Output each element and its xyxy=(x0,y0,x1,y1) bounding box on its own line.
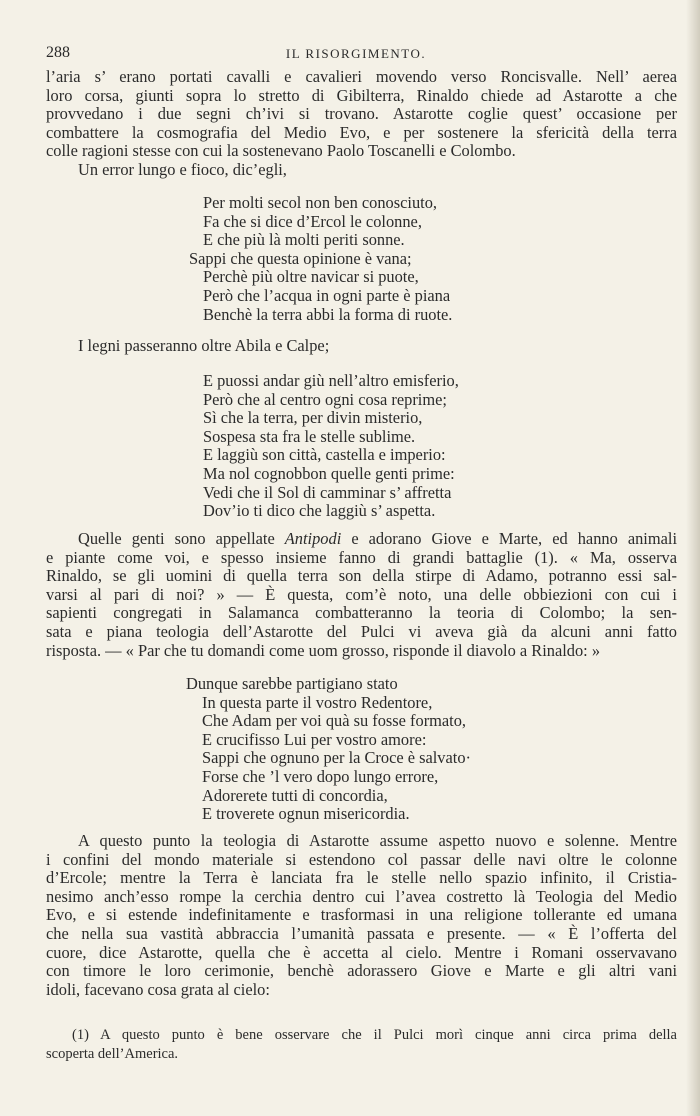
verse-line: E troverete ognun misericordia. xyxy=(202,804,410,824)
text-line: A questo punto la teologia di Astarotte assume aspetto nuovo e solenne. Mentre xyxy=(78,831,677,850)
text-line: Rinaldo, se gli uomini di quella terra son della stirpe di Adamo, potranno essi sal- xyxy=(46,566,677,586)
text-line: che nella sua vastità abbraccia l’umanità passata e presente. — « È l’offerta del xyxy=(46,923,677,943)
text-line: d’Ercole; mentre la Terra è lanciata fra le stelle nello spazio infinito, il Cristia- xyxy=(46,868,677,888)
text-line: sata e piana teologia dell’Astarotte del Pulci vi aveva già da alcuni anni fatto xyxy=(46,621,677,641)
verse-line: In questa parte il vostro Redentore, xyxy=(202,692,433,712)
verse-stanza-2 xyxy=(203,372,459,521)
text-line: combattere la cosmografia del Medio Evo, e per sostenere la sfericità della terra xyxy=(46,122,677,142)
verse-line: Sappi che questa opinione è vana; xyxy=(189,248,412,268)
text-line: cuore, dice Astarotte, quella che è accetta al cielo. Mentre i Romani osservavano xyxy=(46,942,677,962)
legni-line xyxy=(46,337,677,356)
footnote-line: (1) A questo punto è bene osservare che il Pulci morì cinque anni circa prima della xyxy=(72,1027,677,1043)
verse-line: Forse che ’l vero dopo lungo errore, xyxy=(202,766,439,786)
verse-line: Dov’io ti dico che laggiù s’ aspetta. xyxy=(203,501,436,521)
running-title: IL RISORGIMENTO. xyxy=(285,46,427,61)
paragraph-3 xyxy=(46,832,677,999)
paragraph-1 xyxy=(46,68,677,180)
verse-line: Dunque sarebbe partigiano stato xyxy=(186,674,398,693)
verse-line: Però che l’acqua in ogni parte è piana xyxy=(203,285,451,305)
text-line: idoli, facevano cosa grata al cielo: xyxy=(46,979,270,999)
verse-stanza-1 xyxy=(189,194,452,324)
verse-stanza-3 xyxy=(186,675,471,824)
italic-term: Antipodi xyxy=(284,529,342,548)
text-line: I legni passeranno oltre Abila e Calpe; xyxy=(78,336,330,355)
footnote xyxy=(46,1026,677,1064)
text-line: i confini del mondo materiale si estendono col passar delle navi oltre le colonne xyxy=(46,849,677,869)
verse-line: E laggiù son città, castella e imperio: xyxy=(203,445,446,465)
verse-line: Però che al centro ogni cosa reprime; xyxy=(203,389,447,409)
text-line: Un error lungo e fioco, dic’egli, xyxy=(78,159,287,179)
text-line: provvedano i due segni ch’ivi si trovano. Astarotte coglie quest’ occasione per xyxy=(46,104,677,124)
page-number: 288 xyxy=(46,44,70,61)
verse-line: Che Adam per voi quà su fosse formato, xyxy=(202,711,467,731)
text-line: con timore le loro cerimonie, benchè adorassero Giove e Marte e gli altri vani xyxy=(46,961,677,981)
text-line: varsi al pari di noi? » — È questa, com’è noto, una delle obbiezioni con cui i xyxy=(46,584,677,604)
text-line: colle ragioni stesse con cui la sostenevano Paolo Toscanelli e Colombo. xyxy=(46,141,516,161)
text-line: l’aria s’ erano portati cavalli e cavalieri movendo verso Roncisvalle. Nell’ aerea xyxy=(46,67,677,86)
verse-line: E puossi andar giù nell’altro emisferio, xyxy=(203,371,459,390)
text-line: loro corsa, giunti sopra lo stretto di Gibilterra, Rinaldo chiede ad Astarotte a che xyxy=(46,85,677,105)
verse-line: Sospesa sta fra le stelle sublime. xyxy=(203,426,416,446)
text-line: sapienti congregati in Salamanca combatteranno la teoria di Colombo; la sen- xyxy=(46,603,677,623)
text-line: nesimo anch’esso rompe la cerchia dentro cui l’avea costretto là Teologia del Medio xyxy=(46,886,677,906)
verse-line: Sappi che ognuno per la Croce è salvato· xyxy=(202,748,471,768)
footnote-line: scoperta dell’America. xyxy=(46,1045,179,1062)
verse-line: E che più là molti periti sonne. xyxy=(203,230,405,250)
verse-line: Fa che si dice d’Ercol le colonne, xyxy=(203,211,422,231)
verse-line: Sì che la terra, per divin misterio, xyxy=(203,408,423,428)
verse-line: Benchè la terra abbi la forma di ruote. xyxy=(203,304,453,324)
page-edge-shadow xyxy=(686,0,700,1116)
page-header xyxy=(46,44,666,64)
verse-line: E crucifisso Lui per vostro amore: xyxy=(202,729,427,749)
verse-line: Adorerete tutti di concordia, xyxy=(202,785,388,805)
text-line: risposta. — « Par che tu domandi come uom grosso, risponde il diavolo a Rinaldo: » xyxy=(46,640,601,660)
verse-line: Ma nol cognobbon quelle genti prime: xyxy=(203,463,455,483)
paragraph-2 xyxy=(46,530,677,660)
text-line: e piante come voi, e spesso insieme fanno di grandi battaglie (1). « Ma, osserva xyxy=(46,547,677,567)
verse-line: Per molti secol non ben conosciuto, xyxy=(203,193,437,212)
text-line: Quelle genti sono appellate Antipodi e adorano Giove e Marte, ed hanno animali xyxy=(78,529,677,548)
verse-line: Vedi che il Sol di camminar s’ affretta xyxy=(203,482,452,502)
text-line: Evo, e si estende indefinitamente e trasformasi in una religione tollerante ed umana xyxy=(46,905,677,925)
verse-line: Perchè più oltre navicar si puote, xyxy=(203,267,419,287)
